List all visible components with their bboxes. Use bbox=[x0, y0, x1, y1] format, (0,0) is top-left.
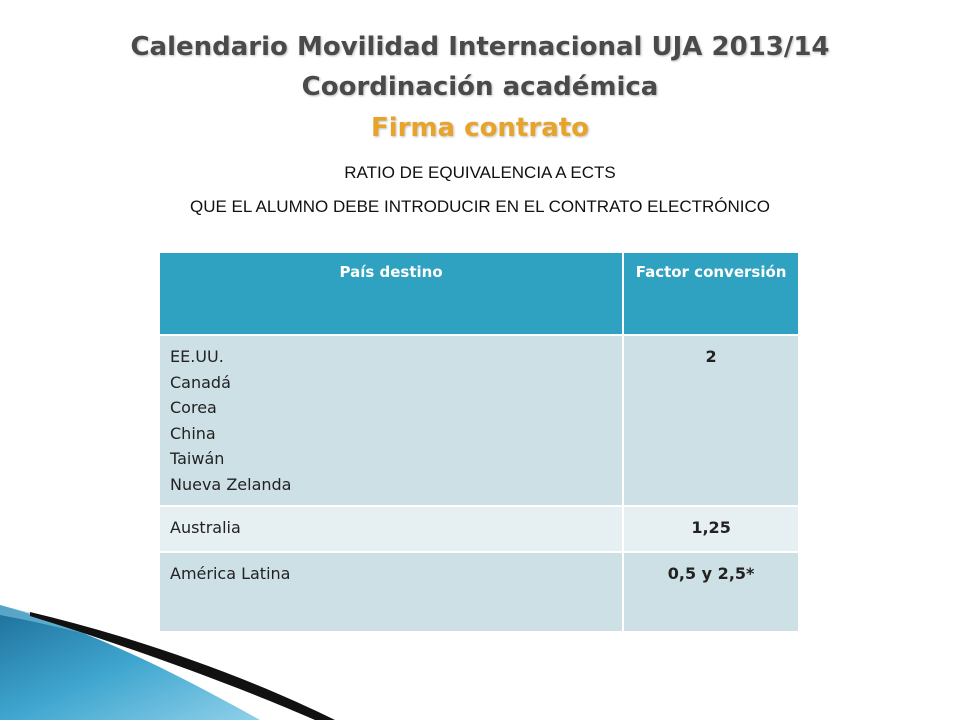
country-name: Australia bbox=[170, 518, 241, 537]
subtitle-line2: QUE EL ALUMNO DEBE INTRODUCIR EN EL CONTRATO ELECTRÓNICO bbox=[190, 197, 770, 216]
country-name: América Latina bbox=[170, 564, 291, 583]
country-name: Corea bbox=[170, 398, 217, 417]
conversion-table bbox=[160, 253, 800, 633]
country-name: China bbox=[170, 423, 216, 443]
country-name: EE.UU. bbox=[170, 347, 224, 366]
subtitle-line1: RATIO DE EQUIVALENCIA A ECTS bbox=[344, 163, 616, 182]
slide-title-line2: Coordinación académica bbox=[301, 72, 659, 102]
header-country: País destino bbox=[160, 253, 623, 335]
decorative-swoosh bbox=[0, 590, 400, 720]
slide-title-line3: Firma contrato bbox=[370, 113, 590, 143]
factor-cell: 2 bbox=[623, 335, 799, 506]
country-name: Canadá bbox=[170, 372, 231, 392]
factor-cell: 0,5 y 2,5* bbox=[623, 552, 799, 632]
country-cell bbox=[160, 506, 623, 552]
country-cell bbox=[160, 335, 623, 506]
factor-cell: 1,25 bbox=[623, 506, 799, 552]
country-name: Taiwán bbox=[170, 449, 225, 468]
slide-title-line1: Calendario Movilidad Internacional UJA 2013/14 bbox=[130, 32, 830, 62]
header-factor: Factor conversión bbox=[623, 253, 799, 335]
table-row bbox=[160, 506, 799, 552]
table-row bbox=[160, 335, 799, 506]
table-header-row bbox=[160, 253, 799, 335]
country-name: Nueva Zelanda bbox=[170, 474, 292, 494]
